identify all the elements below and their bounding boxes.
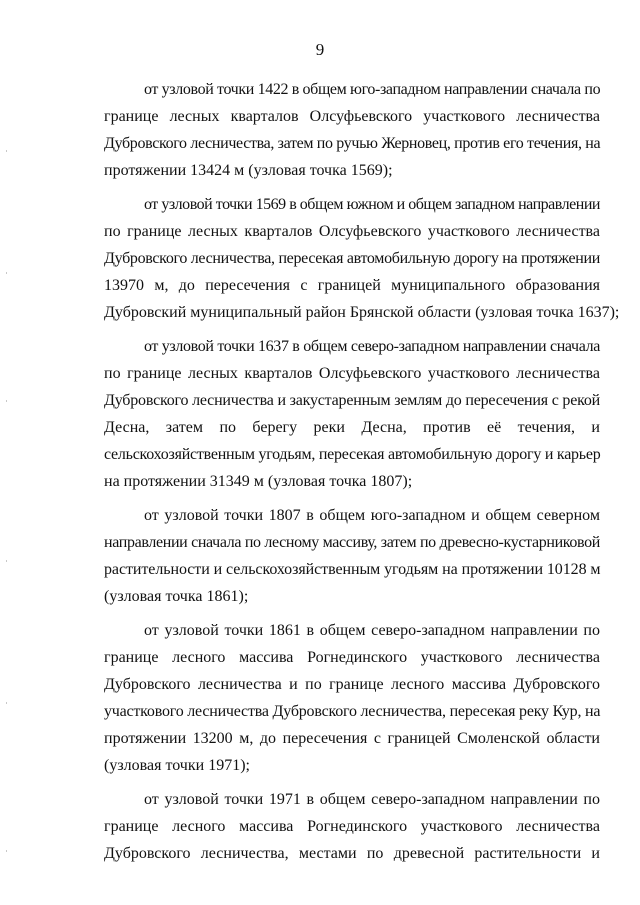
paragraph-3: [104, 333, 600, 495]
paragraph-5: [104, 617, 600, 779]
scan-edge-marks: [6, 0, 10, 905]
paragraph-line: Дубровского лесничества, затем по ручью Жерновец, против его течения, на: [104, 135, 601, 152]
paragraph-line: участкового лесничества Дубровского лесничества, пересекая реку Кур, на: [104, 703, 601, 720]
paragraph-line: растительности и сельскохозяйственным угодьям на протяжении 10128 м: [104, 561, 601, 578]
paragraph-line: от узловой точки 1422 в общем юго-западном направлении сначала по: [144, 81, 601, 98]
paragraph-line: от узловой точки 1637 в общем северо-западном направлении сначала: [144, 338, 600, 355]
paragraph-line: Дубровского лесничества, пересекая автомобильную дорогу на протяжении: [104, 250, 600, 267]
paragraph-line: границе лесного массива Рогнединского участкового лесничества: [104, 818, 600, 835]
paragraph-line: от узловой точки 1807 в общем юго-западном и общем северном: [144, 507, 600, 524]
page-number: 9: [315, 40, 325, 59]
paragraph-line: границе лесного массива Рогнединского участкового лесничества: [104, 649, 600, 666]
document-body: [104, 76, 620, 874]
paragraph-line: от узловой точки 1861 в общем северо-западном направлении по: [144, 622, 600, 639]
paragraph-line: (узловая точки 1971);: [104, 757, 250, 774]
paragraph-line: Дубровского лесничества и по границе лесного массива Дубровского: [104, 676, 600, 693]
paragraph-line: границе лесных кварталов Олсуфьевского участкового лесничества: [104, 108, 600, 125]
paragraph-line: (узловая точка 1861);: [104, 588, 249, 605]
paragraph-2: [104, 191, 620, 326]
paragraph-line: Дубровского лесничества и закустаренным землям до пересечения с рекой: [104, 392, 601, 409]
paragraph-6: [104, 786, 600, 867]
paragraph-line: 13970 м, до пересечения с границей муниципального образования: [104, 277, 600, 294]
paragraph-line: Дубровский муниципальный район Брянской области (узловая точка 1637);: [104, 304, 620, 321]
paragraph-line: направлении сначала по лесному массиву, затем по древесно-кустарниковой: [104, 534, 600, 551]
paragraph-line: по границе лесных кварталов Олсуфьевского участкового лесничества: [104, 365, 600, 382]
paragraph-line: от узловой точки 1971 в общем северо-западном направлении по: [144, 791, 600, 808]
paragraph-line: по границе лесных кварталов Олсуфьевского участкового лесничества: [104, 223, 600, 240]
paragraph-line: от узловой точки 1569 в общем южном и общем западном направлении: [144, 196, 600, 213]
paragraph-line: протяжении 13424 м (узловая точка 1569);: [104, 162, 393, 179]
paragraph-1: [104, 76, 600, 184]
paragraph-line: протяжении 13200 м, до пересечения с границей Смоленской области: [104, 730, 600, 747]
paragraph-line: Дубровского лесничества, местами по древесной растительности и: [104, 845, 600, 862]
paragraph-4: [104, 502, 600, 610]
paragraph-line: сельскохозяйственным угодьям, пересекая автомобильную дорогу и карьер: [104, 446, 601, 463]
paragraph-line: Десна, затем по берегу реки Десна, против её течения, и: [104, 419, 600, 436]
paragraph-line: на протяжении 31349 м (узловая точка 1807);: [104, 473, 413, 490]
